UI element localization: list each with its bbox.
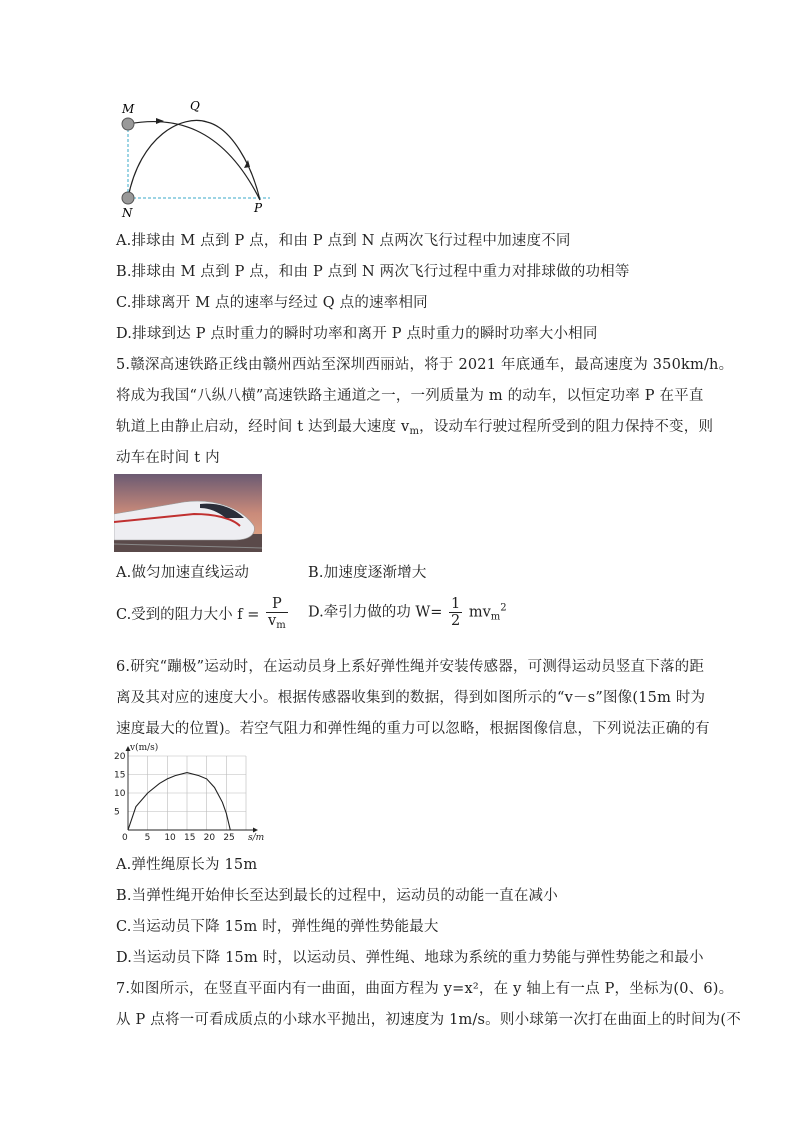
trajectory-figure <box>112 96 282 224</box>
y-tick-label: 20 <box>114 752 126 762</box>
label-m: M <box>122 102 135 116</box>
q5-d-fraction <box>449 596 462 629</box>
q7-stem-line1: 7.如图所示，在竖直平面内有一曲面，曲面方程为 y=x²，在 y 轴上有一点 P，坐标为(0、6)。 <box>116 981 734 997</box>
x-tick-label: 20 <box>203 833 216 843</box>
q5-option-d <box>308 596 507 629</box>
q5-d-suffix-sup: 2 <box>500 602 507 614</box>
q6-stem-line3: 速度最大的位置)。若空气阻力和弹性绳的重力可以忽略，根据图像信息，下列说法正确的有 <box>116 721 710 737</box>
q6-stem-line2: 离及其对应的速度大小。根据传感器收集到的数据，得到如图所示的“v－s”图像(15m 时为 <box>116 690 706 706</box>
q5-c-numerator: P <box>266 596 288 613</box>
q4-option-a: A.排球由 M 点到 P 点，和由 P 点到 N 点两次飞行过程中加速度不同 <box>116 233 571 249</box>
label-p: P <box>254 201 263 215</box>
q4-option-d: D.排球到达 P 点时重力的瞬时功率和离开 P 点时重力的瞬时功率大小相同 <box>116 326 598 342</box>
q5-d-prefix: D.牵引力做的功 W= <box>308 604 443 621</box>
q5-c-den-sub: m <box>276 620 286 631</box>
q5-option-c <box>116 596 290 634</box>
ball-n <box>122 192 134 204</box>
mp-arc <box>128 122 260 200</box>
q5-option-a: A.做匀加速直线运动 <box>116 565 250 581</box>
q5-d-denominator: 2 <box>451 613 461 629</box>
q5-option-b: B.加速度逐渐增大 <box>308 565 427 581</box>
q5-stem-line4: 动车在时间 t 内 <box>116 450 220 466</box>
v-s-curve <box>128 773 230 830</box>
ball-m <box>122 118 134 130</box>
np-arc <box>128 120 260 200</box>
x-tick-label: 5 <box>144 833 151 843</box>
q6-option-a: A.弹性绳原长为 15m <box>116 857 258 873</box>
label-q: Q <box>190 99 200 113</box>
x-tick-label: 25 <box>223 833 235 843</box>
q5-stem-line2: 将成为我国“八纵八横”高速铁路主通道之一，一列质量为 m 的动车，以恒定功率 P 在平直 <box>116 388 704 404</box>
y-tick-label: 10 <box>114 789 126 799</box>
y-tick-label: 15 <box>114 770 126 781</box>
q5-line3-end: ，设动车行驶过程所受到的阻力保持不变，则 <box>419 419 714 435</box>
q6-option-c: C.当运动员下降 15m 时，弹性绳的弹性势能最大 <box>116 919 439 935</box>
y-axis-label: v(m/s) <box>130 743 159 753</box>
arrow-pn <box>244 160 250 168</box>
q5-line3-text: 轨道上由静止启动，经时间 t 达到最大速度 v <box>116 419 410 435</box>
q5-c-fraction <box>266 596 288 634</box>
x-tick-label: 0 <box>122 833 128 843</box>
q6-option-b: B.当弹性绳开始伸长至达到最长的过程中，运动员的动能一直在减小 <box>116 888 558 904</box>
q5-c-prefix: C.受到的阻力大小 f = <box>116 607 260 623</box>
x-axis-label: s/m <box>248 833 265 843</box>
q6-option-d: D.当运动员下降 15m 时，以运动员、弹性绳、地球为系统的重力势能与弹性势能之和最小 <box>116 950 704 966</box>
arrow-mp <box>156 118 164 124</box>
q5-d-suffix-sub: m <box>490 611 501 623</box>
q5-stem-line3 <box>116 415 713 437</box>
x-tick-label: 10 <box>164 833 176 843</box>
q6-stem-line1: 6.研究“蹦极”运动时，在运动员身上系好弹性绳并安装传感器，可测得运动员竖直下落的距 <box>116 659 705 675</box>
x-tick-label: 15 <box>184 833 196 843</box>
label-n: N <box>122 206 133 220</box>
q5-c-denominator <box>266 613 288 634</box>
train-photo <box>114 474 262 552</box>
q5-c-den-text: v <box>268 613 277 629</box>
q5-line3-sub: m <box>409 426 420 437</box>
q7-stem-line2: 从 P 点将一可看成质点的小球水平抛出，初速度为 1m/s。则小球第一次打在曲面上的时间为(不 <box>116 1012 741 1028</box>
x-axis-arrow <box>253 828 258 833</box>
q5-stem-line1: 5.赣深高速铁路正线由赣州西站至深圳西丽站，将于 2021 年底通车，最高速度为 350km/h。 <box>116 357 734 373</box>
q5-d-numerator: 1 <box>451 596 461 612</box>
y-tick-label: 5 <box>114 807 120 818</box>
v-s-chart <box>110 742 270 844</box>
q5-d-suffix: mv <box>468 604 491 621</box>
q4-option-b: B.排球由 M 点到 P 点，和由 P 点到 N 两次飞行过程中重力对排球做的功相等 <box>116 264 630 280</box>
q4-option-c: C.排球离开 M 点的速率与经过 Q 点的速率相同 <box>116 295 428 311</box>
